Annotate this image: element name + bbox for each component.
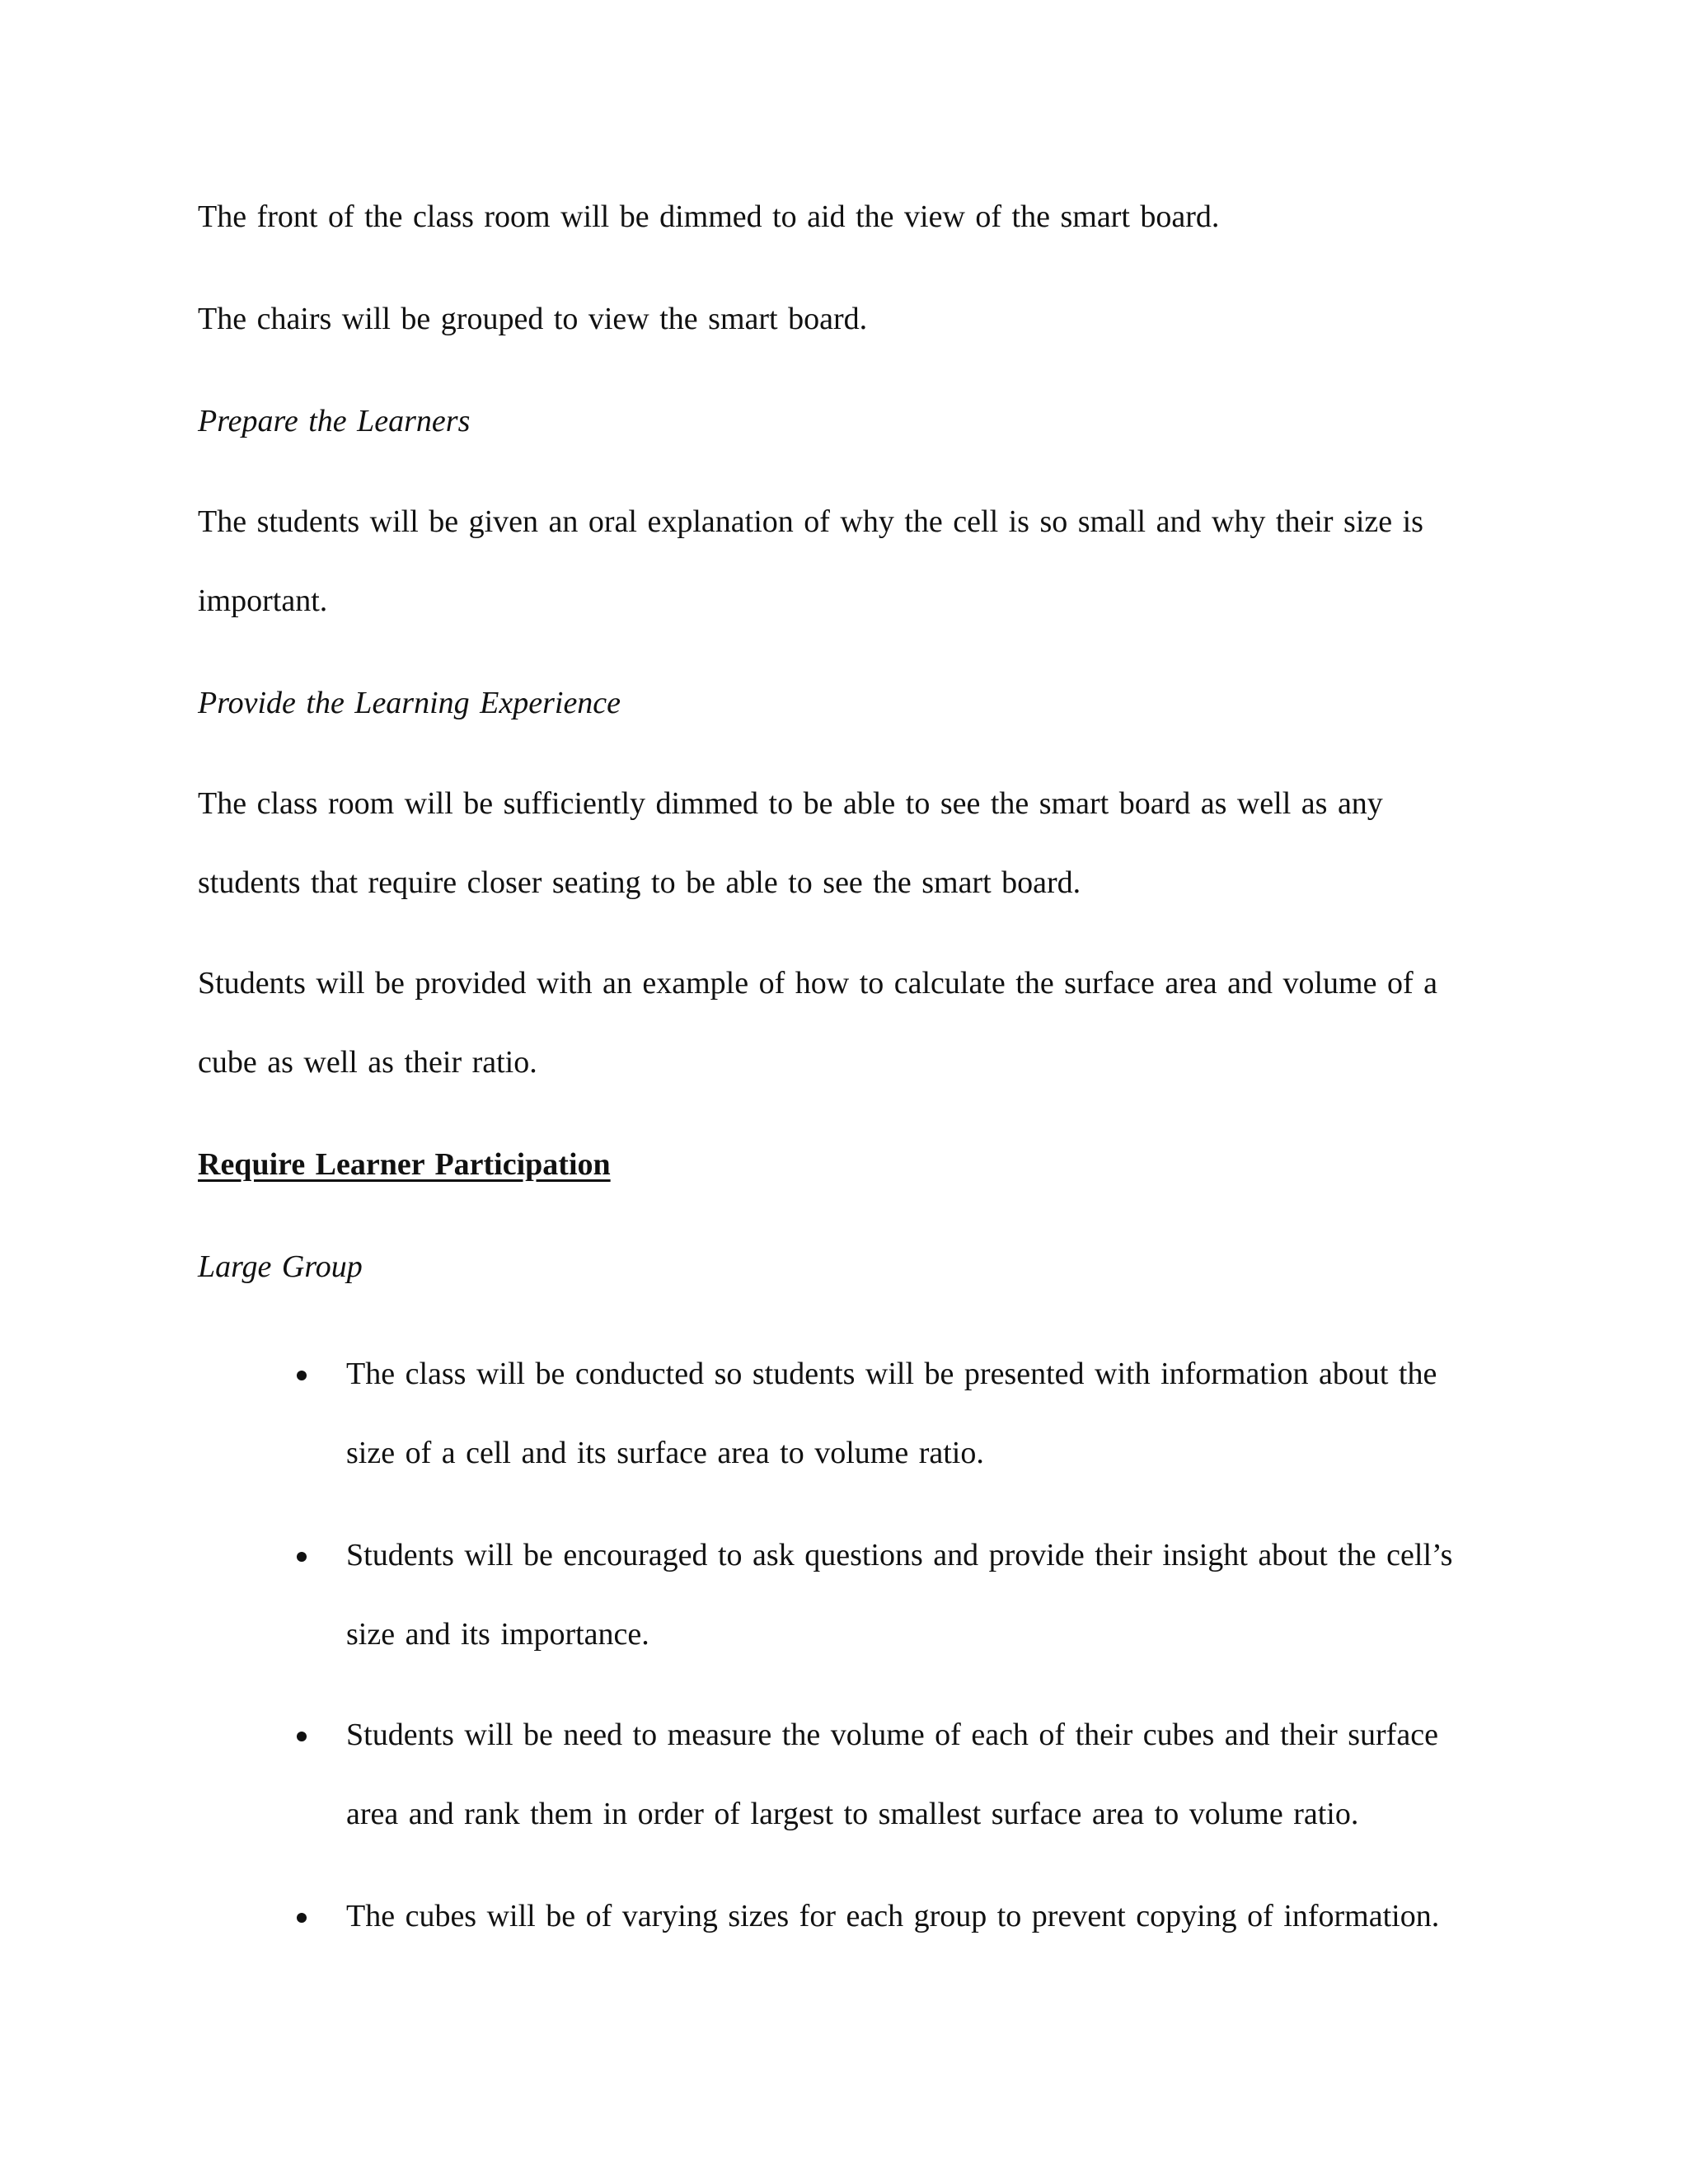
paragraph-prepare-line-1: The students will be given an oral explanation of why the cell is so small and why their size is	[198, 504, 1423, 539]
paragraph-provide-line-2: students that require closer seating to be able to see the smart board.	[198, 865, 1081, 900]
bullet-item-3-line-2: area and rank them in order of largest to smallest surface area to volume ratio.	[346, 1797, 1359, 1831]
bullet-item-2-line-1: Students will be encouraged to ask questions and provide their insight about the cell’s	[346, 1538, 1453, 1572]
paragraph-provide-line-3: Students will be provided with an example of how to calculate the surface area and volume of a	[198, 966, 1437, 1001]
bullet-icon	[297, 1552, 307, 1562]
section-title-prepare-learners: Prepare the Learners	[198, 404, 471, 438]
section-title-large-group: Large Group	[198, 1249, 363, 1284]
bullet-item-2-line-2: size and its importance.	[346, 1617, 649, 1652]
bullet-item-4-line-1: The cubes will be of varying sizes for each group to prevent copying of information.	[346, 1899, 1440, 1933]
bullet-item-3-line-1: Students will be need to measure the volume of each of their cubes and their surface	[346, 1718, 1438, 1752]
bullet-icon	[297, 1913, 307, 1923]
bullet-item-1-line-1: The class will be conducted so students will be presented with information about the	[346, 1357, 1437, 1391]
paragraph-dimmed-front: The front of the class room will be dimmed to aid the view of the smart board.	[198, 199, 1220, 234]
section-heading-require-participation: Require Learner Participation	[198, 1147, 611, 1182]
bullet-icon	[297, 1732, 307, 1741]
paragraph-prepare-line-2: important.	[198, 583, 328, 618]
bullet-icon	[297, 1371, 307, 1380]
paragraph-provide-line-1: The class room will be sufficiently dimmed to be able to see the smart board as well as any	[198, 786, 1383, 821]
bullet-item-1-line-2: size of a cell and its surface area to volume ratio.	[346, 1436, 984, 1470]
paragraph-provide-line-4: cube as well as their ratio.	[198, 1045, 537, 1080]
paragraph-chairs-grouped: The chairs will be grouped to view the smart board.	[198, 302, 868, 336]
section-title-provide-experience: Provide the Learning Experience	[198, 686, 621, 720]
